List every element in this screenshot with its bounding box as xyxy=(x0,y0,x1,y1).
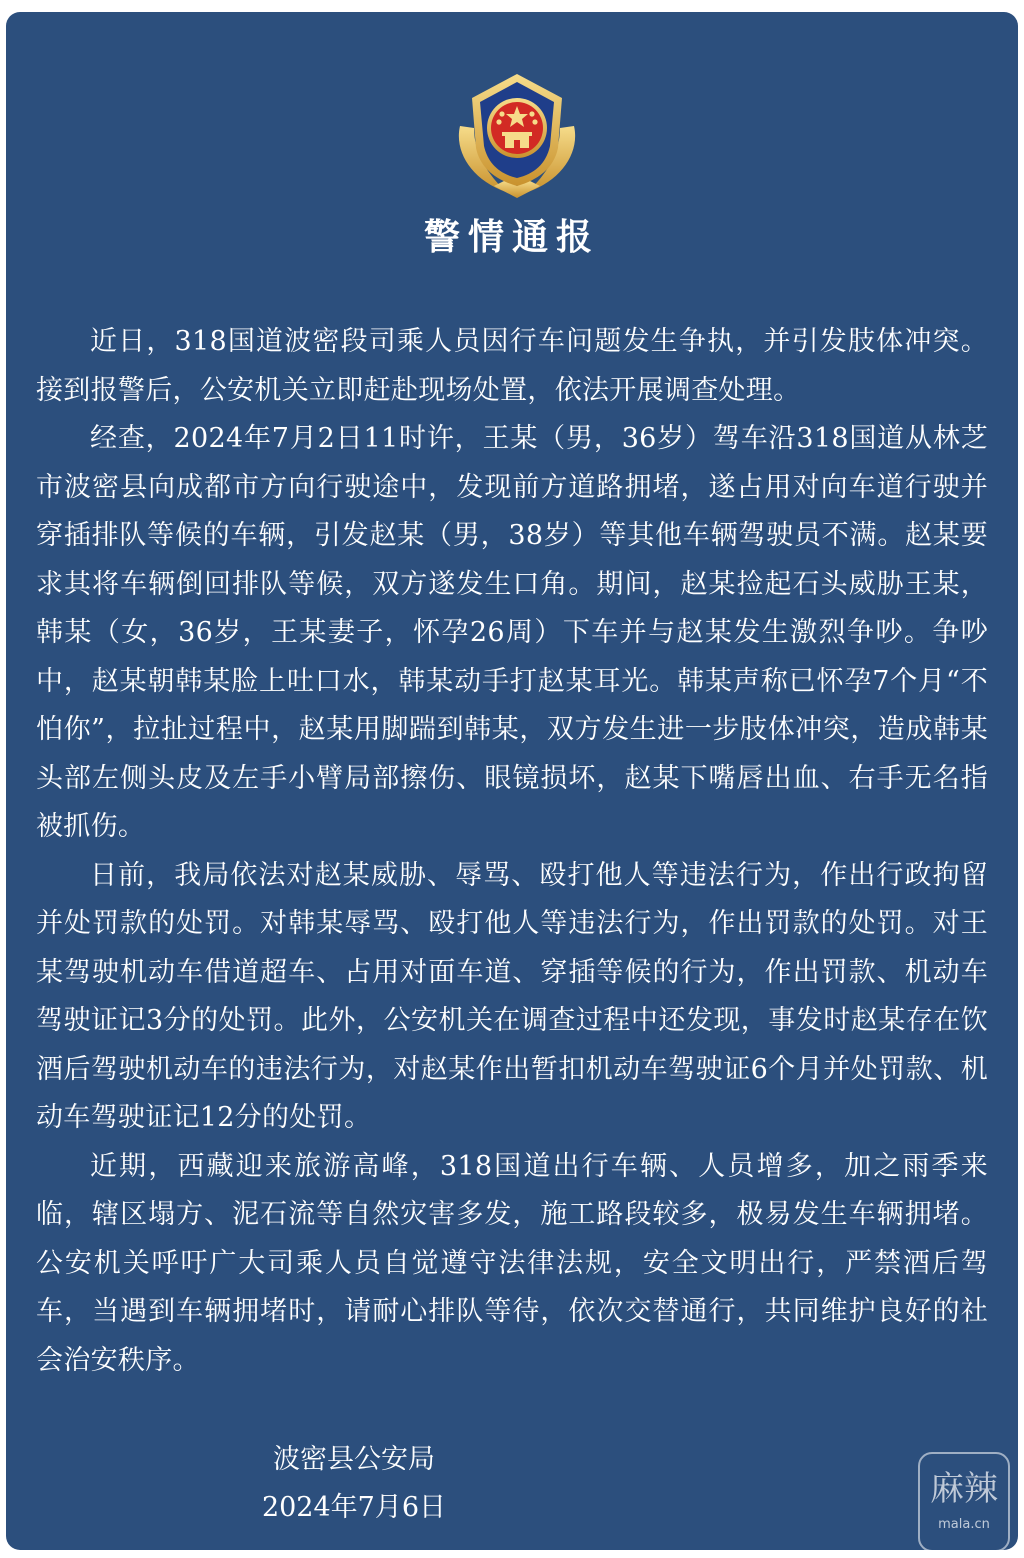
issue-date: 2024年7月6日 xyxy=(261,1492,447,1523)
paragraph: 近期，西藏迎来旅游高峰，318国道出行车辆、人员增多，加之雨季来临，辖区塌方、泥石流等自然灾害多发，施工路段较多，极易发生车辆拥堵。公安机关呼吁广大司乘人员自觉遵守法律法规，安全文明出行，严禁酒后驾车，当遇到车辆拥堵时，请耐心排队等待，依次交替通行，共同维护良好的社会治安秩序。 xyxy=(36,1150,988,1376)
paragraph: 经查，2024年7月2日11时许，王某（男，36岁）驾车沿318国道从林芝市波密县向成都市方向行驶途中，发现前方道路拥堵，遂占用对向车道行驶并穿插排队等候的车辆，引发赵某（男，38岁）等其他车辆驾驶员不满。赵某要求其将车辆倒回排队等候，双方遂发生口角。期间，赵某捡起石头威胁王某，韩某（女，36岁，王某妻子，怀孕26周）下车并与赵某发生激烈争吵。争吵中，赵某朝韩某脸上吐口水，韩某动手打赵某耳光。韩某声称已怀孕7个月“不怕你”，拉扯过程中，赵某用脚踹到韩某，双方发生进一步肢体冲突，造成韩某头部左侧头皮及左手小臂局部擦伤、眼镜损坏，赵某下嘴唇出血、右手无名指被抓伤。 xyxy=(36,423,988,842)
paragraph: 日前，我局依法对赵某威胁、辱骂、殴打他人等违法行为，作出行政拘留并处罚款的处罚。对韩某辱骂、殴打他人等违法行为，作出罚款的处罚。对王某驾驶机动车借道超车、占用对面车道、穿插等候的行为，作出罚款、机动车驾驶证记3分的处罚。此外，公安机关在调查过程中还发现，事发时赵某存在饮酒后驾驶机动车的违法行为，对赵某作出暂扣机动车驾驶证6个月并处罚款、机动车驾驶证记12分的处罚。 xyxy=(36,859,988,1133)
notice-body xyxy=(36,318,988,1385)
page-title: 警情通报 xyxy=(423,217,600,258)
notice-card xyxy=(6,12,1018,1550)
police-badge-icon xyxy=(450,68,584,200)
signature-block xyxy=(224,1436,484,1532)
watermark-logo xyxy=(918,1452,1010,1550)
paragraph: 近日，318国道波密段司乘人员因行车问题发生争执，并引发肢体冲突。接到报警后，公安机关立即赶赴现场处置，依法开展调查处理。 xyxy=(36,326,988,406)
issuer-name: 波密县公安局 xyxy=(273,1444,435,1475)
watermark-site: mala.cn xyxy=(938,1517,990,1532)
watermark-text: 麻辣 xyxy=(930,1469,998,1509)
